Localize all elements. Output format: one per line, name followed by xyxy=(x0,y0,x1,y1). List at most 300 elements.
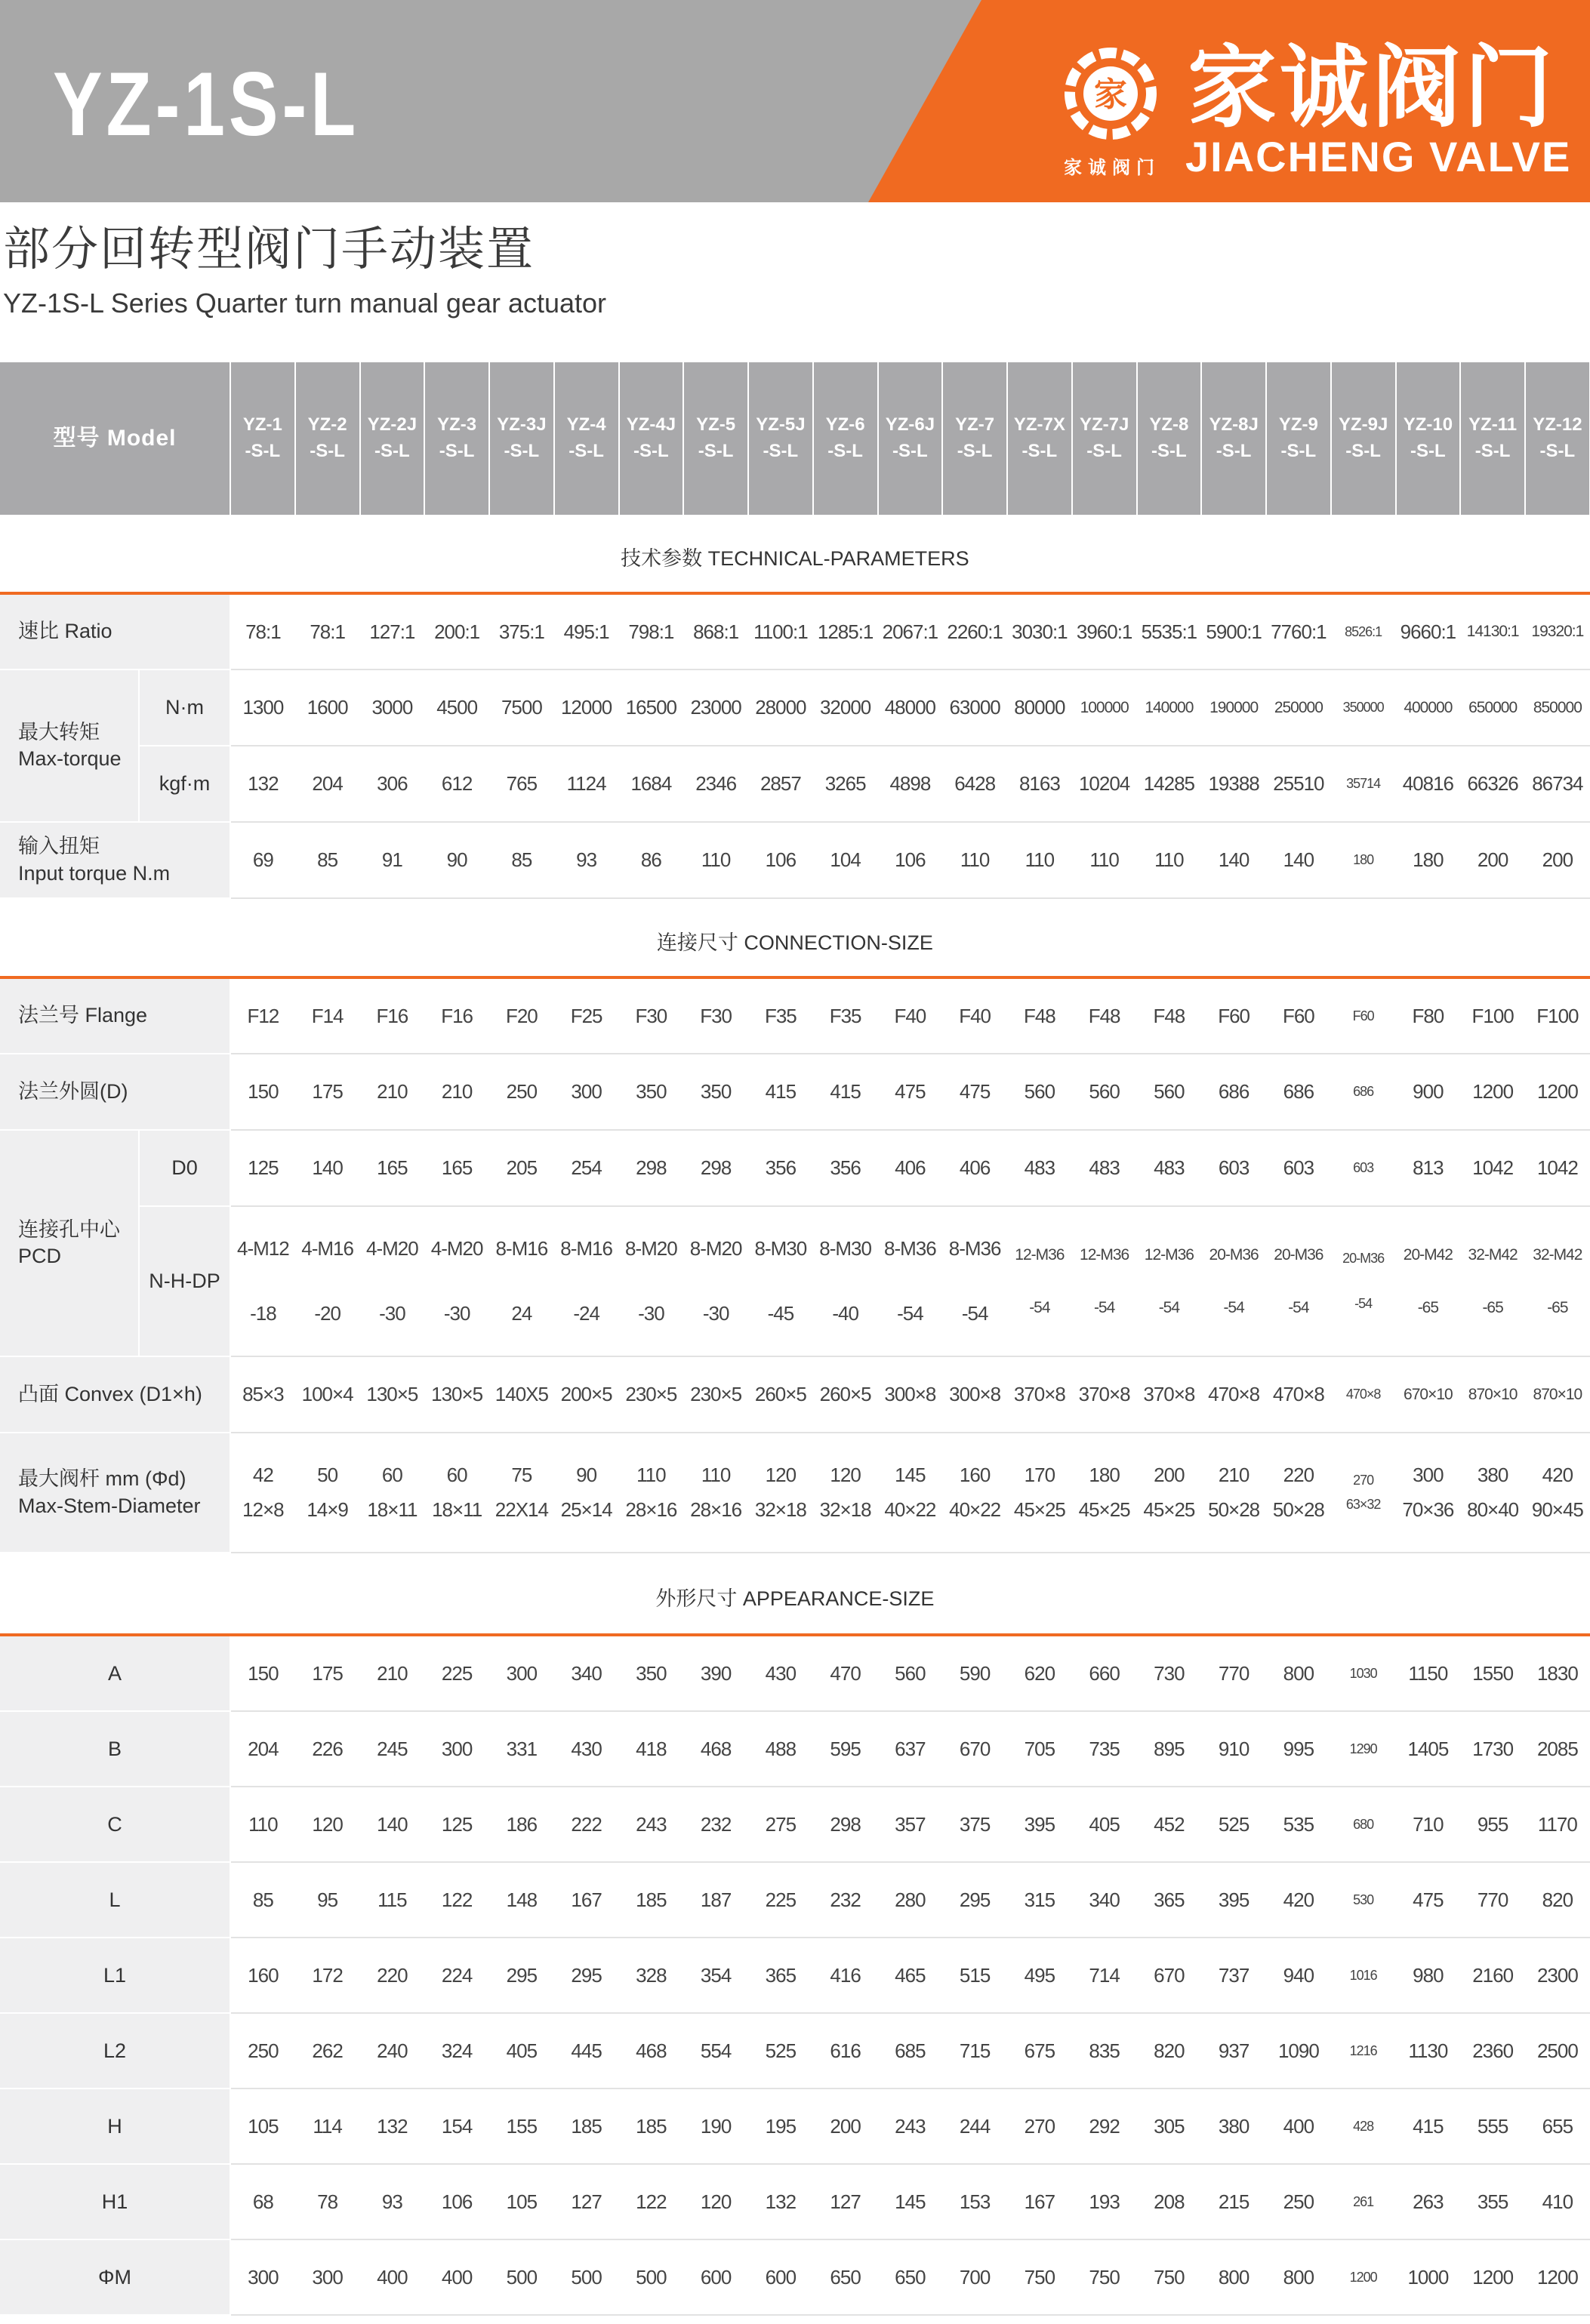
value-cell: 175 xyxy=(295,1054,360,1130)
value-cell: 1042 xyxy=(1525,1130,1590,1206)
value-cell: 127 xyxy=(554,2164,619,2239)
page-title-cn: 部分回转型阀门手动装置 xyxy=(3,223,535,275)
model-header-cell xyxy=(230,362,295,515)
value-cell: 600 xyxy=(683,2239,748,2315)
value-cell: 295 xyxy=(554,1938,619,2013)
value-cell: 356 xyxy=(813,1130,878,1206)
value-cell: 357 xyxy=(878,1787,943,1862)
model-name: YZ-7X xyxy=(1013,414,1065,436)
value-top: 4-M20 xyxy=(430,1236,483,1260)
value-cell: 275 xyxy=(748,1787,813,1862)
value-cell xyxy=(554,1206,619,1356)
value-cell: 530 xyxy=(1331,1862,1396,1938)
row-label-text: H1 xyxy=(101,2190,128,2213)
value-cell: 305 xyxy=(1137,2089,1202,2164)
value-cell: 428 xyxy=(1331,2089,1396,2164)
row-label-text: kgf·m xyxy=(159,772,211,795)
model-suffix: -S-L xyxy=(1280,441,1317,461)
value-cell xyxy=(1007,1433,1072,1553)
value-top: 380 xyxy=(1477,1464,1508,1486)
value-cell: 243 xyxy=(619,1787,684,1862)
value-cell: 200 xyxy=(1525,822,1590,898)
value-bottom: 28×16 xyxy=(690,1498,742,1521)
value-bottom: 22X14 xyxy=(495,1498,548,1521)
model-name: YZ-2 xyxy=(307,414,347,436)
value-cell: 737 xyxy=(1201,1938,1266,2013)
value-cell xyxy=(878,1433,943,1553)
value-cell: 175 xyxy=(295,1635,360,1711)
value-cell: 488 xyxy=(748,1711,813,1787)
value-cell: 800 xyxy=(1266,2239,1331,2315)
row-label-text: 最大阀杆 mm (Φd) xyxy=(18,1467,186,1491)
model-header-cell xyxy=(942,362,1007,515)
model-suffix: -S-L xyxy=(569,441,604,461)
value-cell: 40816 xyxy=(1396,746,1461,822)
value-cell: 190 xyxy=(683,2089,748,2164)
value-cell: 127:1 xyxy=(360,593,425,669)
value-cell: 110 xyxy=(1072,822,1137,898)
value-cell: 66326 xyxy=(1460,746,1525,822)
value-cell: 90 xyxy=(424,822,489,898)
value-cell: 222 xyxy=(554,1787,619,1862)
value-cell: 560 xyxy=(1072,1054,1137,1130)
value-cell: 100000 xyxy=(1072,669,1137,746)
row-ratio xyxy=(0,593,1590,669)
value-bottom: -54 xyxy=(1223,1298,1244,1316)
value-cell: 86 xyxy=(619,822,684,898)
row-pcd-nhdp xyxy=(0,1206,1590,1356)
model-suffix: -S-L xyxy=(310,441,345,461)
value-cell xyxy=(942,1206,1007,1356)
row-label-text: 输入扭矩 xyxy=(18,835,100,858)
value-cell: 940 xyxy=(1266,1938,1331,2013)
value-cell: 1200 xyxy=(1460,2239,1525,2315)
value-top: 20-M36 xyxy=(1342,1251,1385,1267)
value-cell: 215 xyxy=(1201,2164,1266,2239)
value-cell: 2857 xyxy=(748,746,813,822)
value-cell xyxy=(230,1433,295,1553)
value-cell: 193 xyxy=(1072,2164,1137,2239)
value-cell: 300 xyxy=(489,1635,554,1711)
value-cell: 130×5 xyxy=(360,1356,425,1433)
model-suffix: -S-L xyxy=(1021,441,1058,461)
value-cell: 150 xyxy=(230,1054,295,1130)
value-cell: 5900:1 xyxy=(1201,593,1266,669)
value-cell: F25 xyxy=(554,977,619,1054)
model-name: YZ-3 xyxy=(437,414,477,436)
value-cell: 140X5 xyxy=(489,1356,554,1433)
value-cell: 820 xyxy=(1137,2013,1202,2089)
value-cell: 1216 xyxy=(1331,2013,1396,2089)
value-cell: 12000 xyxy=(554,669,619,746)
value-top: 4-M20 xyxy=(366,1236,418,1260)
value-cell: 2300 xyxy=(1525,1938,1590,2013)
value-cell: 650 xyxy=(813,2239,878,2315)
value-bottom: -54 xyxy=(961,1301,988,1325)
value-cell: 115 xyxy=(360,1862,425,1938)
model-suffix: -S-L xyxy=(245,441,281,461)
model-header-cell xyxy=(554,362,619,515)
value-cell: 650000 xyxy=(1460,669,1525,746)
value-cell: 298 xyxy=(683,1130,748,1206)
value-cell xyxy=(554,1433,619,1553)
value-cell: 356 xyxy=(748,1130,813,1206)
value-cell: 165 xyxy=(424,1130,489,1206)
value-cell: 3960:1 xyxy=(1072,593,1137,669)
value-bottom: 18×11 xyxy=(367,1498,418,1521)
value-cell: 560 xyxy=(1137,1054,1202,1130)
value-cell: 14130:1 xyxy=(1460,593,1525,669)
row-a xyxy=(0,1635,1590,1711)
value-cell: 1200 xyxy=(1460,1054,1525,1130)
value-cell: 85 xyxy=(489,822,554,898)
value-cell: F48 xyxy=(1137,977,1202,1054)
value-cell: 1090 xyxy=(1266,2013,1331,2089)
value-cell xyxy=(295,1206,360,1356)
value-bottom: 50×28 xyxy=(1272,1498,1324,1521)
value-bottom: -30 xyxy=(638,1301,664,1325)
model-name: YZ-5J xyxy=(756,414,806,436)
value-cell: 4500 xyxy=(424,669,489,746)
value-cell: 475 xyxy=(1396,1862,1461,1938)
model-header-cell xyxy=(878,362,943,515)
value-cell: 1016 xyxy=(1331,1938,1396,2013)
value-cell: 410 xyxy=(1525,2164,1590,2239)
value-cell: 263 xyxy=(1396,2164,1461,2239)
row-b xyxy=(0,1711,1590,1787)
value-cell: 470 xyxy=(813,1635,878,1711)
value-cell: 500 xyxy=(619,2239,684,2315)
value-cell: F60 xyxy=(1201,977,1266,1054)
value-bottom: -54 xyxy=(1354,1295,1373,1311)
value-cell: 595 xyxy=(813,1711,878,1787)
value-cell: 69 xyxy=(230,822,295,898)
value-cell: 686 xyxy=(1266,1054,1331,1130)
value-cell: 180 xyxy=(1331,822,1396,898)
value-bottom: -65 xyxy=(1482,1298,1503,1316)
value-cell: 110 xyxy=(683,822,748,898)
value-bottom: 45×25 xyxy=(1013,1498,1065,1521)
value-cell: 1285:1 xyxy=(813,593,878,669)
value-cell: 670 xyxy=(942,1711,1007,1787)
value-cell: 675 xyxy=(1007,2013,1072,2089)
value-cell: 770 xyxy=(1460,1862,1525,1938)
value-cell: 105 xyxy=(489,2164,554,2239)
value-cell: 120 xyxy=(295,1787,360,1862)
value-bottom: 45×25 xyxy=(1078,1498,1130,1521)
value-cell: 750 xyxy=(1072,2239,1137,2315)
value-cell: 260×5 xyxy=(748,1356,813,1433)
row-label xyxy=(0,1787,230,1862)
model-header-cell xyxy=(1396,362,1461,515)
model-suffix: -S-L xyxy=(439,441,475,461)
value-cell: F12 xyxy=(230,977,295,1054)
value-cell: 686 xyxy=(1201,1054,1266,1130)
row-label xyxy=(0,1862,230,1938)
value-top: 160 xyxy=(959,1464,991,1486)
value-cell: 1150 xyxy=(1396,1635,1461,1711)
value-cell: 555 xyxy=(1460,2089,1525,2164)
value-cell xyxy=(1007,1206,1072,1356)
value-cell: 452 xyxy=(1137,1787,1202,1862)
value-cell: 205 xyxy=(489,1130,554,1206)
value-cell: 415 xyxy=(813,1054,878,1130)
row-flange xyxy=(0,977,1590,1054)
value-top: 180 xyxy=(1089,1464,1120,1486)
model-header-cell xyxy=(360,362,425,515)
value-cell: 5535:1 xyxy=(1137,593,1202,669)
value-cell: 937 xyxy=(1201,2013,1266,2089)
value-cell: F60 xyxy=(1266,977,1331,1054)
value-cell: 300 xyxy=(424,1711,489,1787)
value-cell: 250 xyxy=(489,1054,554,1130)
value-cell: 685 xyxy=(878,2013,943,2089)
value-bottom: 32×18 xyxy=(819,1498,871,1521)
value-cell: 370×8 xyxy=(1137,1356,1202,1433)
model-header-row xyxy=(0,362,1590,515)
row-label xyxy=(0,1054,230,1130)
value-cell: 167 xyxy=(1007,2164,1072,2239)
value-cell: 232 xyxy=(683,1787,748,1862)
value-cell xyxy=(748,1206,813,1356)
value-cell xyxy=(1331,1206,1396,1356)
value-cell xyxy=(878,1206,943,1356)
value-bottom: 90×45 xyxy=(1531,1498,1583,1521)
value-bottom: -40 xyxy=(832,1301,858,1325)
value-cell: 475 xyxy=(878,1054,943,1130)
value-cell: 870×10 xyxy=(1525,1356,1590,1433)
value-cell xyxy=(813,1206,878,1356)
value-cell: 240 xyxy=(360,2013,425,2089)
value-cell: 416 xyxy=(813,1938,878,2013)
value-cell: 710 xyxy=(1396,1787,1461,1862)
value-bottom: 28×16 xyxy=(625,1498,677,1521)
model-header-cell xyxy=(1266,362,1331,515)
section-connection xyxy=(0,898,1590,977)
value-cell: 483 xyxy=(1137,1130,1202,1206)
row-label-text: Max-Stem-Diameter xyxy=(18,1494,201,1517)
section-title: 外形尺寸 APPEARANCE-SIZE xyxy=(0,1553,1590,1635)
value-cell: 48000 xyxy=(878,669,943,746)
value-cell: 315 xyxy=(1007,1862,1072,1938)
value-cell: 500 xyxy=(554,2239,619,2315)
row-label-text: N-H-DP xyxy=(149,1270,220,1292)
value-cell xyxy=(683,1206,748,1356)
value-bottom: 25×14 xyxy=(560,1498,612,1521)
value-bottom: 40×22 xyxy=(949,1498,1001,1521)
value-cell: 106 xyxy=(424,2164,489,2239)
value-cell: 1550 xyxy=(1460,1635,1525,1711)
row-label xyxy=(0,2164,230,2239)
value-cell: 525 xyxy=(1201,1787,1266,1862)
value-cell xyxy=(1396,1206,1461,1356)
value-cell: 670×10 xyxy=(1396,1356,1461,1433)
model-header-cell xyxy=(295,362,360,515)
value-cell: 686 xyxy=(1331,1054,1396,1130)
value-cell: 140 xyxy=(360,1787,425,1862)
value-cell: 114 xyxy=(295,2089,360,2164)
value-cell xyxy=(813,1433,878,1553)
model-name: YZ-11 xyxy=(1468,414,1518,436)
value-cell: 140 xyxy=(1266,822,1331,898)
value-cell: 355 xyxy=(1460,2164,1525,2239)
row-label-text: 法兰外圆(D) xyxy=(18,1079,128,1103)
value-cell: 8526:1 xyxy=(1331,593,1396,669)
value-cell: 765 xyxy=(489,746,554,822)
value-cell: 110 xyxy=(942,822,1007,898)
value-cell: 350000 xyxy=(1331,669,1396,746)
row-label xyxy=(0,1130,139,1356)
value-cell: 770 xyxy=(1201,1635,1266,1711)
value-cell: 210 xyxy=(424,1054,489,1130)
value-cell: 204 xyxy=(295,746,360,822)
model-suffix: -S-L xyxy=(374,441,410,461)
value-cell: 1600 xyxy=(295,669,360,746)
row-label xyxy=(0,2239,230,2315)
value-top: 75 xyxy=(511,1464,532,1486)
value-bottom: -30 xyxy=(443,1301,470,1325)
value-cell: 130×5 xyxy=(424,1356,489,1433)
value-bottom: -65 xyxy=(1547,1298,1568,1316)
model-suffix: -S-L xyxy=(504,441,540,461)
value-cell: 415 xyxy=(1396,2089,1461,2164)
row-label-text: N·m xyxy=(165,696,204,719)
value-cell: 620 xyxy=(1007,1635,1072,1711)
value-cell: 250 xyxy=(230,2013,295,2089)
value-cell: 85×3 xyxy=(230,1356,295,1433)
value-cell: 560 xyxy=(878,1635,943,1711)
value-cell: 140000 xyxy=(1137,669,1202,746)
value-cell: 820 xyxy=(1525,1862,1590,1938)
value-bottom: 12×8 xyxy=(242,1498,284,1521)
row-label-text: A xyxy=(107,1661,122,1685)
value-cell: 300 xyxy=(554,1054,619,1130)
value-cell: 172 xyxy=(295,1938,360,2013)
row-label-text: L1 xyxy=(103,1963,127,1987)
model-name: YZ-6 xyxy=(825,414,865,436)
value-cell: 735 xyxy=(1072,1711,1137,1787)
value-cell: 405 xyxy=(1072,1787,1137,1862)
value-cell: 180 xyxy=(1396,822,1461,898)
value-cell: 1170 xyxy=(1525,1787,1590,1862)
value-bottom: -30 xyxy=(702,1301,729,1325)
value-cell xyxy=(1072,1433,1137,1553)
row-input-torque xyxy=(0,822,1590,898)
value-cell: 650 xyxy=(878,2239,943,2315)
model-name: YZ-3J xyxy=(497,414,547,436)
value-cell: 154 xyxy=(424,2089,489,2164)
value-cell: 120 xyxy=(683,2164,748,2239)
value-cell: 2360 xyxy=(1460,2013,1525,2089)
value-cell: 200:1 xyxy=(424,593,489,669)
row-max-stem xyxy=(0,1433,1590,1553)
logo-char: 家 xyxy=(1094,75,1127,114)
value-cell: 190000 xyxy=(1201,669,1266,746)
value-cell: 350 xyxy=(619,1054,684,1130)
top-banner xyxy=(0,0,1590,202)
value-top: 50 xyxy=(317,1464,338,1486)
value-cell: 19320:1 xyxy=(1525,593,1590,669)
value-cell: F60 xyxy=(1331,977,1396,1054)
value-cell: 185 xyxy=(554,2089,619,2164)
value-cell: 730 xyxy=(1137,1635,1202,1711)
value-cell: 254 xyxy=(554,1130,619,1206)
value-top: 20-M42 xyxy=(1403,1246,1453,1264)
value-cell: 226 xyxy=(295,1711,360,1787)
value-cell: 200 xyxy=(813,2089,878,2164)
value-cell: 465 xyxy=(878,1938,943,2013)
value-cell: 430 xyxy=(554,1711,619,1787)
value-cell xyxy=(748,1433,813,1553)
row-label xyxy=(0,593,230,669)
value-cell xyxy=(1331,1433,1396,1553)
value-cell: F40 xyxy=(878,977,943,1054)
row-label-text: ΦM xyxy=(97,2265,132,2289)
row-max-torque-kgfm xyxy=(0,746,1590,822)
row-label xyxy=(139,1130,230,1206)
row-label-text: 最大转矩 xyxy=(18,720,100,743)
value-cell: 515 xyxy=(942,1938,1007,2013)
model-suffix: -S-L xyxy=(957,441,993,461)
value-cell: 1042 xyxy=(1460,1130,1525,1206)
model-header-cell xyxy=(1331,362,1396,515)
model-name: YZ-12 xyxy=(1533,414,1582,436)
value-top: 20-M36 xyxy=(1274,1246,1323,1264)
value-cell: 554 xyxy=(683,2013,748,2089)
model-header-cell xyxy=(619,362,684,515)
model-header-cell xyxy=(1072,362,1137,515)
value-cell xyxy=(1525,1206,1590,1356)
value-cell: 1300 xyxy=(230,669,295,746)
value-top: 220 xyxy=(1283,1464,1314,1486)
value-cell: 210 xyxy=(360,1635,425,1711)
value-cell: 14285 xyxy=(1137,746,1202,822)
brand-name-cn: 家诚阀门 xyxy=(1188,38,1557,138)
value-cell: 470×8 xyxy=(1201,1356,1266,1433)
value-cell: 295 xyxy=(942,1862,1007,1938)
value-cell: 715 xyxy=(942,2013,1007,2089)
row-max-torque-nm xyxy=(0,669,1590,746)
value-bottom: 18×11 xyxy=(432,1498,482,1521)
model-header-label: 型号 Model xyxy=(0,362,230,515)
value-cell: 535 xyxy=(1266,1787,1331,1862)
value-cell: 603 xyxy=(1331,1130,1396,1206)
value-cell: 78 xyxy=(295,2164,360,2239)
value-cell: 1405 xyxy=(1396,1711,1461,1787)
value-cell: 300 xyxy=(295,2239,360,2315)
value-bottom: 40×22 xyxy=(884,1498,936,1521)
value-cell: 210 xyxy=(360,1054,425,1130)
value-cell: 262 xyxy=(295,2013,360,2089)
value-cell: 125 xyxy=(424,1787,489,1862)
value-cell: F14 xyxy=(295,977,360,1054)
model-header-cell xyxy=(683,362,748,515)
value-bottom: -54 xyxy=(1093,1298,1115,1316)
value-cell xyxy=(1201,1433,1266,1553)
value-top: 200 xyxy=(1154,1464,1185,1486)
value-bottom: 45×25 xyxy=(1143,1498,1195,1521)
value-cell: 106 xyxy=(748,822,813,898)
value-cell: 2160 xyxy=(1460,1938,1525,2013)
value-cell xyxy=(424,1433,489,1553)
row-h1 xyxy=(0,2164,1590,2239)
value-top: 12-M36 xyxy=(1015,1246,1065,1264)
section-technical xyxy=(0,515,1590,593)
value-cell: 200 xyxy=(1460,822,1525,898)
value-cell: 603 xyxy=(1266,1130,1331,1206)
value-cell: 244 xyxy=(942,2089,1007,2164)
value-cell: F16 xyxy=(360,977,425,1054)
